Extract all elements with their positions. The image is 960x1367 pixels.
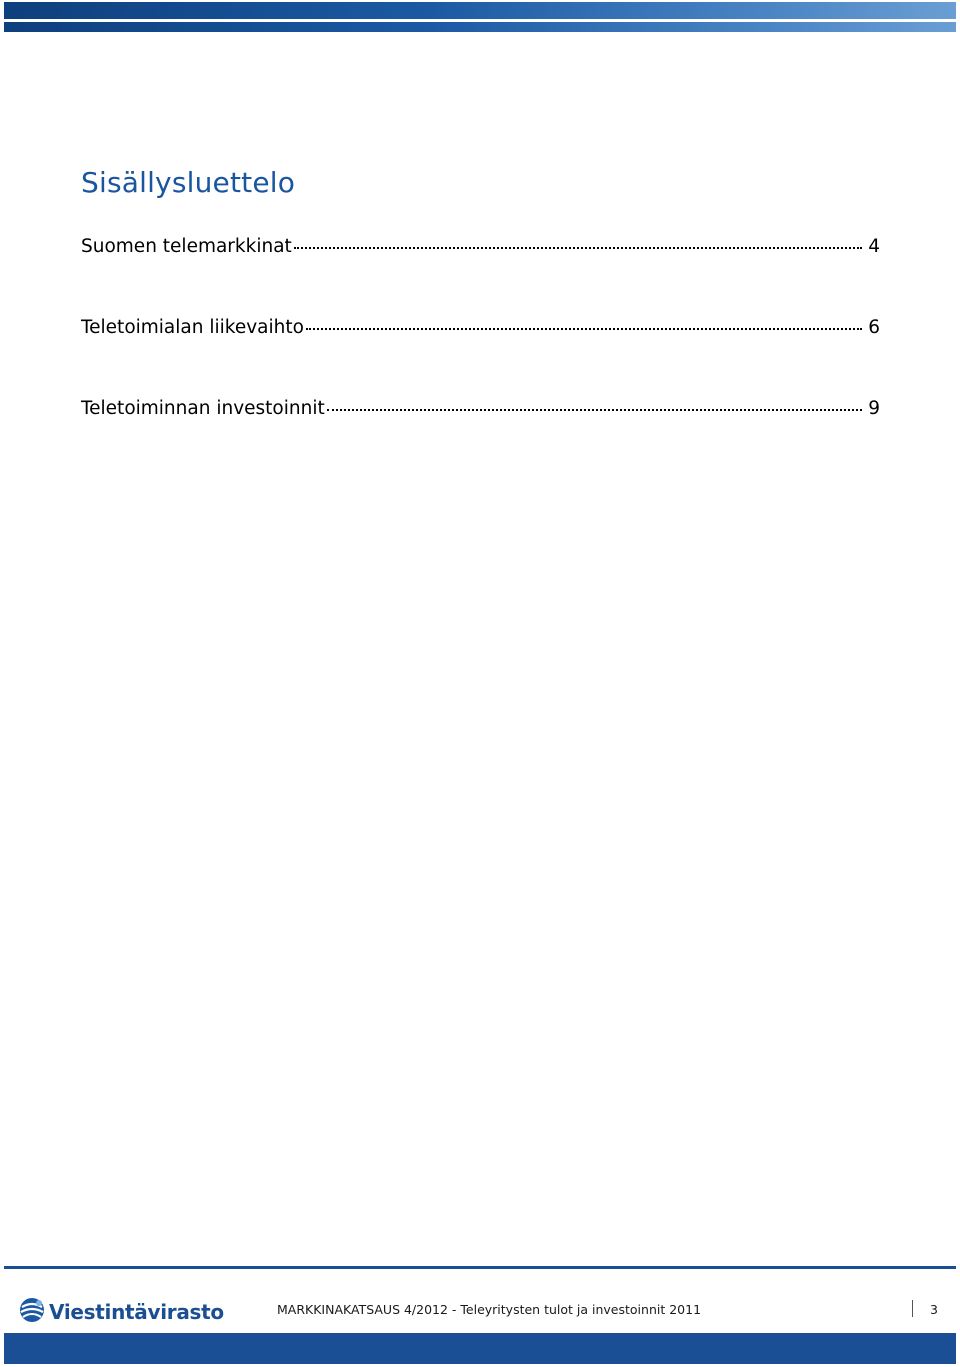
viestintavirasto-logo: [19, 1297, 224, 1327]
footer-band: [4, 1266, 956, 1364]
logo-text: Viestintävirasto: [49, 1300, 224, 1324]
toc-entry-teletoimialan-liikevaihto[interactable]: [81, 317, 880, 338]
toc-title: Sisällysluettelo: [81, 166, 296, 199]
publication-title: MARKKINAKATSAUS 4/2012 - Teleyritysten tulot ja investoinnit 2011: [277, 1302, 702, 1317]
footer: [4, 1269, 956, 1333]
header-band: [4, 2, 956, 32]
toc-entry-page: 9: [868, 398, 880, 419]
page-number: 3: [930, 1302, 938, 1317]
toc-entry-page: 6: [868, 317, 880, 338]
footer-divider: [912, 1300, 913, 1317]
toc-entry-suomen-telemarkkinat[interactable]: [81, 236, 880, 257]
header-band-stripe: [4, 19, 956, 22]
toc-entry-teletoiminnan-investoinnit[interactable]: [81, 398, 880, 419]
toc-entry-label: Teletoiminnan investoinnit: [81, 398, 325, 419]
globe-icon: [19, 1297, 45, 1327]
toc-dot-leader: [294, 247, 862, 249]
toc-entry-label: Teletoimialan liikevaihto: [81, 317, 304, 338]
toc-entry-label: Suomen telemarkkinat: [81, 236, 292, 257]
toc-entry-page: 4: [868, 236, 880, 257]
toc-dot-leader: [306, 328, 862, 330]
toc-dot-leader: [327, 409, 863, 411]
